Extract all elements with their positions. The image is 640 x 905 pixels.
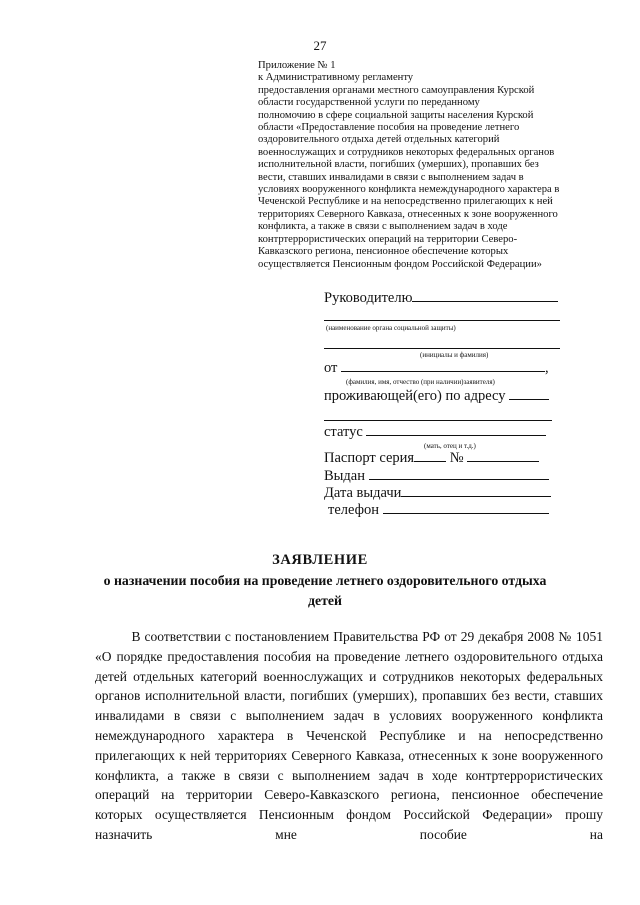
document-title: ЗАЯВЛЕНИЕ xyxy=(272,552,368,568)
org-caption: (наименование органа социальной защиты) xyxy=(326,324,456,332)
from-field[interactable] xyxy=(341,370,545,372)
appendix-line: Кавказского региона, пенсионное обеспечение которых xyxy=(258,246,509,258)
appendix-line: области «Предоставление пособия на проведение летнего xyxy=(258,122,520,134)
phone-field[interactable] xyxy=(383,512,549,514)
phone-row xyxy=(328,502,549,519)
appendix-line: вести, ставших инвалидами в связи с выполнением задач в xyxy=(258,171,524,183)
address-label: проживающей(его) по адресу xyxy=(324,388,506,404)
appendix-line: Чеченской Республике и на непосредственно прилегающих к ней xyxy=(258,196,553,208)
appendix-line: к Административному регламенту xyxy=(258,72,414,84)
appendix-header xyxy=(258,60,608,271)
address-field[interactable] xyxy=(509,398,549,400)
initials-caption: (инициалы и фамилия) xyxy=(420,351,489,359)
appendix-line: исполнительной власти, погибших (умерших), пропавших без xyxy=(258,159,539,171)
issued-field[interactable] xyxy=(369,478,549,480)
appendix-line: оздоровительного отдыха детей отдельных категорий xyxy=(258,134,500,146)
page-number: 27 xyxy=(313,38,327,53)
phone-label: телефон xyxy=(328,502,380,518)
head-label: Руководителю xyxy=(324,290,413,306)
from-row xyxy=(324,360,549,377)
body-paragraph xyxy=(95,627,603,845)
passport-row xyxy=(324,450,539,467)
body-text: В соответствии с постановлением Правительства РФ от 29 декабря 2008 № 1051 «О порядке предоставления пособия на проведение летнего оздоровительного отдыха детей отдельных категорий военнослужащих и сотрудников некоторых федеральных органов исполнительной власти, погибших (умерших), пропавших без вести, ставших инвалидами в связи с выполнением задач в условиях вооруженного конфликта немеждународного характера в Чеченской Республике и на непосредственно прилегающих к ней территориях Северного Кавказа, отнесенных к зоне вооруженного конфликта, а также в связи с выполнением задач в ходе контртеррористических операций на территории Северо-Кавказского региона, пенсионное обеспечение которых осуществляется Пенсионным фондом Российской Федерации» прошу назначить мне пособие на xyxy=(95,629,604,842)
appendix-line: осуществляется Пенсионным фондом Российской Федерации» xyxy=(258,258,542,270)
issue-date-label: Дата выдачи xyxy=(324,485,402,501)
appendix-line: условиях вооруженного конфликта немеждународного характера в xyxy=(258,184,560,196)
address-field-2[interactable] xyxy=(324,420,552,421)
issue-date-field[interactable] xyxy=(401,495,551,497)
from-comma: , xyxy=(545,360,549,376)
appendix-line: области государственной услуги по переданному xyxy=(258,97,480,109)
appendix-line: контртеррористических операций на территории Северо- xyxy=(258,233,518,245)
appendix-line: территориях Северного Кавказа, отнесенных к зоне вооруженного xyxy=(258,208,558,220)
status-field[interactable] xyxy=(366,434,546,436)
head-field[interactable] xyxy=(412,300,558,302)
appendix-line: Приложение № 1 xyxy=(258,60,336,71)
document-subtitle: о назначении пособия на проведение летнего оздоровительного отдыха детей xyxy=(103,573,547,608)
status-row xyxy=(324,424,546,441)
initials-field[interactable] xyxy=(324,348,560,349)
passport-label: Паспорт серия xyxy=(324,450,415,466)
org-field[interactable] xyxy=(324,320,560,321)
head-row xyxy=(324,290,558,307)
appendix-line: военнослужащих и сотрудников некоторых федеральных органов xyxy=(258,146,555,158)
from-caption: (фамилия, имя, отчество (при наличии)заявителя) xyxy=(346,378,495,386)
passport-series-field[interactable] xyxy=(414,460,446,462)
appendix-line: конфликта, а также в связи с выполнением задач в ходе xyxy=(258,221,508,233)
issued-row xyxy=(324,468,549,485)
appendix-line: полномочию в сфере социальной защиты населения Курской xyxy=(258,109,534,121)
status-caption: (мать, отец и т.д.) xyxy=(424,442,476,450)
passport-number-label: № xyxy=(449,450,464,466)
address-row xyxy=(324,388,549,405)
status-label: статус xyxy=(324,424,363,440)
passport-number-field[interactable] xyxy=(467,460,539,462)
issue-date-row xyxy=(324,485,551,502)
from-label: от xyxy=(324,360,338,376)
appendix-line: предоставления органами местного самоуправления Курской xyxy=(258,84,535,96)
issued-label: Выдан xyxy=(324,468,365,484)
